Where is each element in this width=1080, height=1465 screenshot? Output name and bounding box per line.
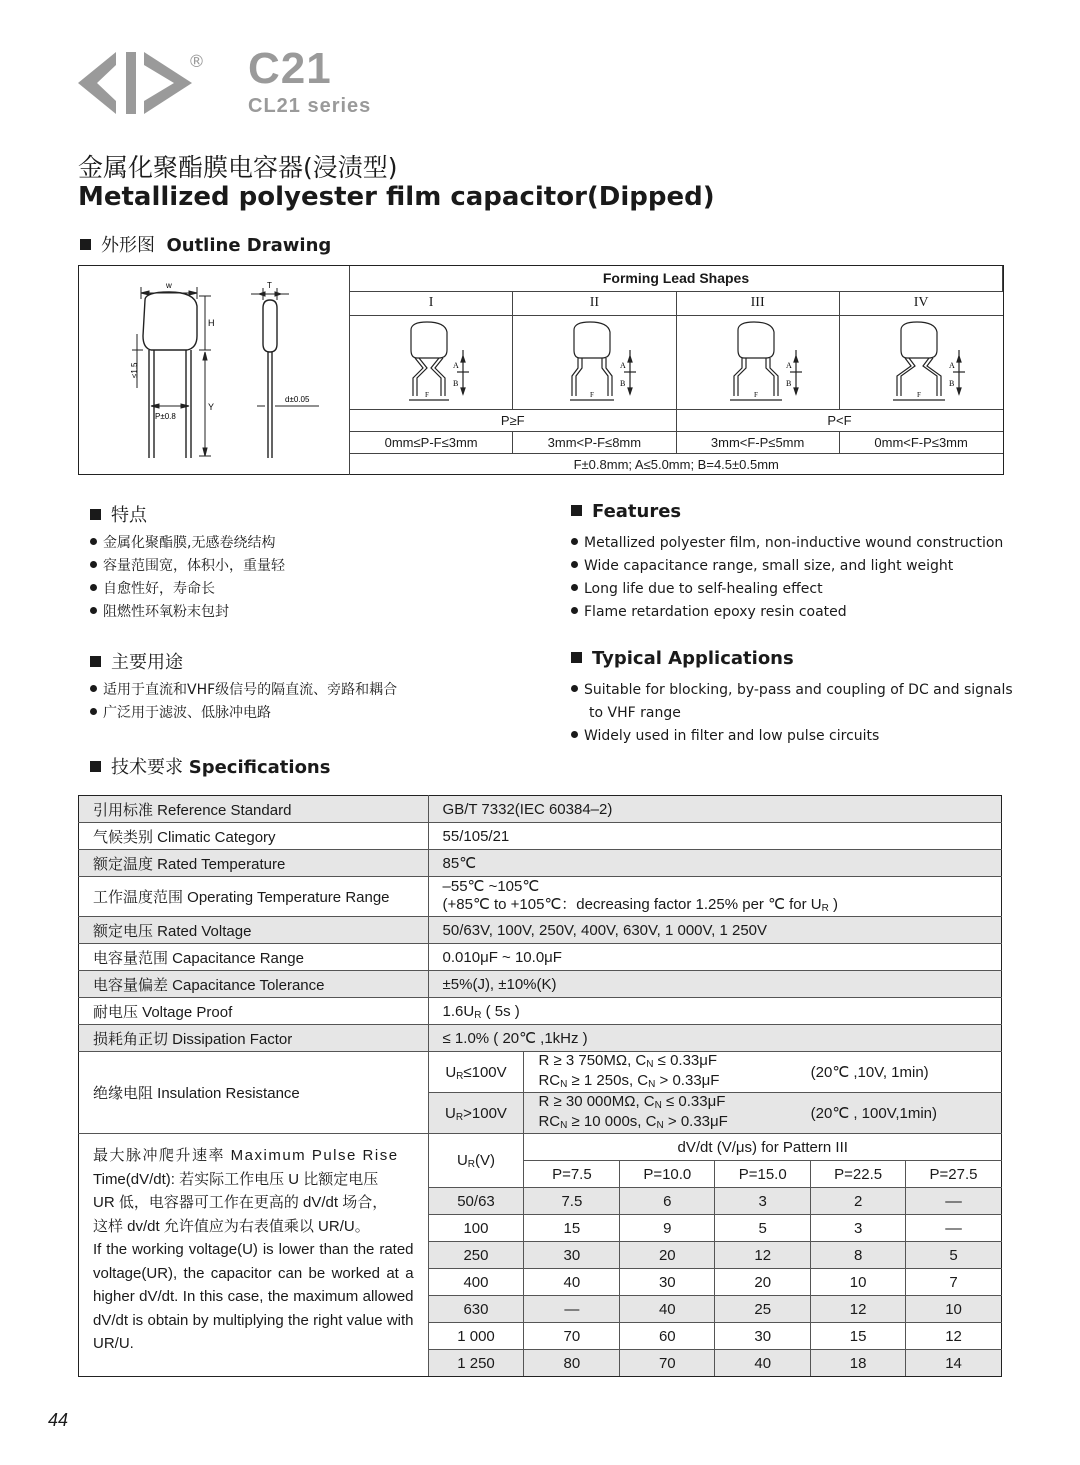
spec-value — [428, 998, 1001, 1025]
dvdt-cell: 30 — [715, 1323, 811, 1350]
dvdt-cell: 7 — [906, 1269, 1002, 1296]
cond-text: ≤100V — [463, 1063, 507, 1081]
text: ≥ 1 250s, C — [567, 1072, 649, 1089]
square-bullet-icon — [90, 761, 101, 772]
features-en-heading — [571, 501, 681, 522]
text: RC — [538, 1113, 561, 1130]
spec-label: 引用标准 Reference Standard — [79, 796, 429, 823]
dvdt-cell: 3 — [715, 1188, 811, 1215]
ur-value: 50/63 — [428, 1188, 524, 1215]
ur-value: 100 — [428, 1215, 524, 1242]
list-item-text: Wide capacitance range, small size, and light weight — [584, 558, 954, 574]
spec-label: 电容量范围 Capacitance Range — [79, 944, 429, 971]
shape-1-a-label: A — [453, 360, 459, 370]
dvdt-cell: 70 — [620, 1350, 715, 1377]
square-bullet-icon — [571, 505, 582, 516]
spec-label: 工作温度范围 Operating Temperature Range — [79, 877, 429, 917]
text: RC — [538, 1072, 561, 1089]
shape-drawing-1 — [350, 315, 513, 409]
table-row — [79, 1134, 1002, 1161]
spec-label: 额定温度 Rated Temperature — [79, 850, 429, 877]
apps-en-heading-text: Typical Applications — [592, 648, 794, 669]
dvdt-cell: 25 — [715, 1296, 811, 1323]
text: ≤ 0.33μF — [661, 1093, 726, 1110]
pitch-header: P=15.0 — [715, 1161, 811, 1188]
op-temp-text: (+85℃ to +105℃：decreasing factor 1.25% per ℃ for U — [442, 895, 822, 913]
bullet-icon — [90, 538, 97, 545]
list-item — [571, 532, 1003, 555]
condition-p-lt-f: P<F — [676, 409, 1003, 431]
square-bullet-icon — [90, 509, 101, 520]
dvdt-cell: 18 — [811, 1350, 906, 1377]
dvdt-cell: –– — [906, 1215, 1002, 1242]
dvdt-cell: 6 — [620, 1188, 715, 1215]
list-item-text: 阻燃性环氧粉末包封 — [103, 604, 229, 620]
spec-value: 0.010μF ~ 10.0μF — [428, 944, 1001, 971]
page-number: 44 — [48, 1410, 69, 1430]
list-item-text: Widely used in filter and low pulse circuits — [584, 728, 880, 744]
pitch-header: P=27.5 — [906, 1161, 1002, 1188]
shape-3-a-label: A — [785, 360, 792, 370]
spec-value: ≤ 1.0% ( 20℃ ,1kHz ) — [428, 1025, 1001, 1052]
shape-label-2: II — [513, 291, 676, 315]
bullet-icon — [90, 607, 97, 614]
shape-4-f-label: F — [917, 390, 922, 399]
dvdt-cell: 12 — [715, 1242, 811, 1269]
dvdt-cell: 40 — [620, 1296, 715, 1323]
list-item-text: Metallized polyester film, non-inductive wound construction — [584, 535, 1004, 551]
list-item-text: 适用于直流和VHF级信号的隔直流、旁路和耦合 — [103, 682, 398, 698]
pulse-desc-line: 这样 dv/dt 允许值应为右表值乘以 UR/U。 — [93, 1217, 370, 1235]
list-item-text: to VHF range — [589, 705, 681, 721]
ur-value: 250 — [428, 1242, 524, 1269]
shape-1-b-label: B — [453, 378, 459, 388]
registered-mark: ® — [188, 52, 205, 72]
list-item — [90, 679, 397, 702]
features-cn-heading-text: 特点 — [111, 505, 147, 526]
lead-shape-1-icon — [371, 316, 491, 406]
shape-drawing-3 — [676, 315, 839, 409]
subscript: N — [656, 1120, 664, 1131]
subscript: R — [455, 1111, 464, 1123]
bullet-icon — [571, 538, 578, 545]
capacitor-outline-drawing — [79, 266, 347, 474]
dvdt-cell: 70 — [524, 1323, 620, 1350]
insulation-line — [538, 1113, 810, 1133]
subscript: N — [560, 1079, 568, 1090]
list-item-text: 广泛用于滤波、低脉冲电路 — [103, 705, 271, 721]
insulation-line — [538, 1093, 810, 1113]
dim-label-y: Y — [208, 402, 215, 412]
subscript: R — [456, 1070, 464, 1082]
insulation-line — [538, 1072, 810, 1092]
list-item-text: 金属化聚酯膜,无感卷绕结构 — [103, 535, 276, 551]
dvdt-cell: 30 — [620, 1269, 715, 1296]
dim-label-p: P±0.8 — [155, 412, 176, 421]
shape-label-1: I — [350, 291, 513, 315]
dvdt-cell: 15 — [811, 1323, 906, 1350]
u-text: U — [456, 1152, 468, 1169]
dvdt-cell: 3 — [811, 1215, 906, 1242]
subscript: R — [821, 902, 829, 914]
bullet-icon — [571, 607, 578, 614]
lead-shape-2-icon — [534, 316, 654, 406]
pulse-desc-line: UR 低，电容器可工作在更高的 dV/dt 场合， — [93, 1194, 388, 1211]
table-row — [79, 1052, 1002, 1093]
condition-p-ge-f: P≥F — [350, 409, 677, 431]
apps-cn-list — [90, 679, 397, 725]
spec-value: ±5%(J), ±10%(K) — [428, 971, 1001, 998]
text: > 0.33μF — [655, 1072, 720, 1089]
dvdt-cell: 2 — [811, 1188, 906, 1215]
dim-label-h: H — [208, 318, 215, 328]
spec-label: 额定电压 Rated Voltage — [79, 917, 429, 944]
ur-value: 400 — [428, 1269, 524, 1296]
list-item-text: Long life due to self-healing effect — [584, 581, 823, 597]
range-3: 3mm<F-P≤5mm — [676, 431, 839, 453]
insulation-cond-1 — [428, 1052, 524, 1093]
pulse-description — [79, 1134, 429, 1377]
dvdt-cell: 7.5 — [524, 1188, 620, 1215]
dvdt-cell: 20 — [715, 1269, 811, 1296]
dvdt-cell: 20 — [620, 1242, 715, 1269]
insulation-line — [538, 1052, 810, 1072]
text: R ≥ 30 000MΩ, C — [538, 1093, 655, 1110]
spec-heading — [90, 753, 330, 779]
table-row — [79, 877, 1002, 917]
dvdt-cell: –– — [906, 1188, 1002, 1215]
shape-2-f-label: F — [590, 390, 595, 399]
u-text: U — [445, 1063, 457, 1081]
ur-value: 630 — [428, 1296, 524, 1323]
shape-4-a-label: A — [949, 360, 955, 370]
pitch-header: P=22.5 — [811, 1161, 906, 1188]
insulation-note-2: (20℃ , 100V,1min) — [811, 1093, 1002, 1134]
spec-table — [78, 795, 1002, 1377]
spec-value-line2 — [443, 896, 1001, 916]
apps-en-list — [571, 679, 1013, 748]
subscript: N — [646, 1059, 654, 1070]
dvdt-cell: 30 — [524, 1242, 620, 1269]
features-en-list — [571, 532, 1003, 624]
shape-3-f-label: F — [753, 390, 758, 399]
text: > 0.33μF — [663, 1113, 728, 1130]
list-item — [571, 601, 1003, 624]
page-title-en: Metallized polyester film capacitor(Dipped) — [78, 182, 715, 212]
voltage-proof-end: ( 5s ) — [485, 1002, 520, 1020]
pulse-desc-en: If the working voltage(U) is lower than the rated voltage(UR), the capacitor can be worked at a higher dV/dt. In this case, the maximum allowed dV/dt is obtain by multiplying the right value with UR/U. — [93, 1241, 414, 1352]
forming-footer: F±0.8mm; A≤5.0mm; B=4.5±0.5mm — [350, 453, 1003, 475]
outline-drawing-box — [78, 265, 1004, 475]
spec-value: 85℃ — [428, 850, 1001, 877]
dvdt-cell: 60 — [620, 1323, 715, 1350]
dvdt-cell: 8 — [811, 1242, 906, 1269]
features-en-heading-text: Features — [592, 501, 682, 522]
dvdt-header: dV/dt (V/μs) for Pattern III — [524, 1134, 1002, 1161]
shape-label-3: III — [676, 291, 839, 315]
text: ≤ 0.33μF — [653, 1052, 718, 1069]
list-item-text: 自愈性好，寿命长 — [103, 581, 215, 597]
list-item — [90, 555, 285, 578]
spec-value: 50/63V, 100V, 250V, 400V, 630V, 1 000V, 1 250V — [428, 917, 1001, 944]
outline-heading-cn: 外形图 — [101, 235, 155, 256]
lead-shape-4-icon — [861, 316, 981, 406]
list-item-continuation — [571, 702, 1013, 725]
spec-heading-cn: 技术要求 — [111, 757, 183, 778]
table-row — [79, 971, 1002, 998]
shape-1-f-label: F — [425, 390, 430, 399]
spec-label: 电容量偏差 Capacitance Tolerance — [79, 971, 429, 998]
spec-value — [428, 877, 1001, 917]
table-row — [79, 823, 1002, 850]
subscript: N — [654, 1100, 662, 1111]
list-item — [90, 601, 285, 624]
subscript: R — [474, 1009, 482, 1021]
list-item — [90, 578, 285, 601]
dvdt-cell: — — [524, 1296, 620, 1323]
series-name: CL21 series — [248, 95, 372, 117]
list-item — [90, 702, 397, 725]
insulation-values-1 — [524, 1052, 811, 1093]
dvdt-cell: 5 — [715, 1215, 811, 1242]
text: ≥ 10 000s, C — [567, 1113, 657, 1130]
apps-cn-heading-text: 主要用途 — [111, 652, 183, 673]
dvdt-cell: 5 — [906, 1242, 1002, 1269]
list-item — [571, 578, 1003, 601]
dim-label-t: T — [267, 281, 272, 290]
features-cn-heading — [90, 501, 147, 527]
ur-value: 1 250 — [428, 1350, 524, 1377]
table-row — [79, 917, 1002, 944]
spec-label: 损耗角正切 Dissipation Factor — [79, 1025, 429, 1052]
list-item — [90, 532, 285, 555]
square-bullet-icon — [90, 656, 101, 667]
dvdt-cell: 40 — [524, 1269, 620, 1296]
subscript: R — [467, 1159, 476, 1170]
dvdt-cell: 12 — [811, 1296, 906, 1323]
forming-title: Forming Lead Shapes — [350, 266, 1003, 291]
bullet-icon — [571, 685, 578, 692]
dvdt-cell: 15 — [524, 1215, 620, 1242]
subscript: N — [648, 1079, 656, 1090]
dvdt-cell: 10 — [811, 1269, 906, 1296]
shape-label-4: IV — [839, 291, 1002, 315]
spec-label: 气候类别 Climatic Category — [79, 823, 429, 850]
list-item-text: Flame retardation epoxy resin coated — [584, 604, 847, 620]
bullet-icon — [90, 561, 97, 568]
range-1: 0mm≤P-F≤3mm — [350, 431, 513, 453]
bullet-icon — [90, 708, 97, 715]
voltage-proof-text: 1.6U — [442, 1002, 475, 1020]
shape-3-b-label: B — [785, 378, 791, 388]
dvdt-cell: 12 — [906, 1323, 1002, 1350]
bullet-icon — [571, 731, 578, 738]
bullet-icon — [571, 561, 578, 568]
dim-label-w: w — [166, 281, 172, 290]
table-row — [79, 998, 1002, 1025]
op-temp-end: ) — [833, 895, 838, 913]
square-bullet-icon — [571, 652, 582, 663]
range-4: 0mm<F-P≤3mm — [839, 431, 1002, 453]
dvdt-cell: 10 — [906, 1296, 1002, 1323]
dvdt-cell: 80 — [524, 1350, 620, 1377]
outline-heading — [80, 231, 331, 257]
model-number: C21 — [248, 44, 332, 93]
spec-heading-en: Specifications — [188, 757, 331, 778]
unit-text: (V) — [475, 1152, 496, 1169]
shape-drawing-4 — [839, 315, 1002, 409]
cond-text: >100V — [463, 1104, 507, 1122]
spec-label: 绝缘电阻 Insulation Resistance — [79, 1052, 429, 1134]
square-bullet-icon — [80, 239, 91, 250]
spec-value: 55/105/21 — [428, 823, 1001, 850]
list-item-text: Suitable for blocking, by-pass and coupling of DC and signals — [584, 682, 1013, 698]
insulation-cond-2 — [428, 1093, 524, 1134]
spec-label: 耐电压 Voltage Proof — [79, 998, 429, 1025]
ur-header — [428, 1134, 524, 1188]
features-cn-list — [90, 532, 285, 624]
bullet-icon — [90, 584, 97, 591]
list-item — [571, 725, 1013, 748]
ur-value: 1 000 — [428, 1323, 524, 1350]
subscript: N — [560, 1120, 568, 1131]
table-row — [79, 796, 1002, 823]
insulation-values-2 — [524, 1093, 811, 1134]
range-2: 3mm<P-F≤8mm — [513, 431, 676, 453]
table-row — [79, 944, 1002, 971]
page-title-cn: 金属化聚酯膜电容器(浸渍型) — [78, 153, 398, 182]
shape-4-b-label: B — [949, 378, 955, 388]
bullet-icon — [571, 584, 578, 591]
shape-drawing-2 — [513, 315, 676, 409]
pulse-desc-line: Time(dV/dt): 若实际工作电压 U 比额定电压 — [93, 1170, 379, 1188]
outline-heading-en: Outline Drawing — [166, 235, 332, 256]
dim-label-d: d±0.05 — [285, 395, 310, 404]
bullet-icon — [90, 685, 97, 692]
list-item-text: 容量范围宽，体积小，重量轻 — [103, 558, 285, 574]
pitch-header: P=7.5 — [524, 1161, 620, 1188]
table-row — [79, 1025, 1002, 1052]
insulation-note-1: (20℃ ,10V, 1min) — [811, 1052, 1002, 1093]
pitch-header: P=10.0 — [620, 1161, 715, 1188]
shape-2-a-label: A — [620, 360, 627, 370]
dvdt-cell: 40 — [715, 1350, 811, 1377]
table-row — [79, 850, 1002, 877]
text: R ≥ 3 750MΩ, C — [538, 1052, 647, 1069]
lead-shape-3-icon — [698, 316, 818, 406]
dvdt-cell: 9 — [620, 1215, 715, 1242]
forming-lead-table — [349, 266, 1003, 475]
apps-en-heading — [571, 648, 794, 669]
shape-2-b-label: B — [620, 378, 626, 388]
list-item — [571, 555, 1003, 578]
apps-cn-heading — [90, 648, 183, 674]
list-item — [571, 679, 1013, 702]
u-text: U — [445, 1104, 456, 1122]
spec-value-line1: –55℃ ~105℃ — [442, 877, 540, 895]
spec-value: GB/T 7332(IEC 60384–2) — [428, 796, 1001, 823]
dvdt-cell: 14 — [906, 1350, 1002, 1377]
pulse-desc-line: 最大脉冲爬升速率 Maximum Pulse Rise — [93, 1147, 399, 1164]
dim-label-lead: ≤1.5 — [130, 362, 139, 378]
